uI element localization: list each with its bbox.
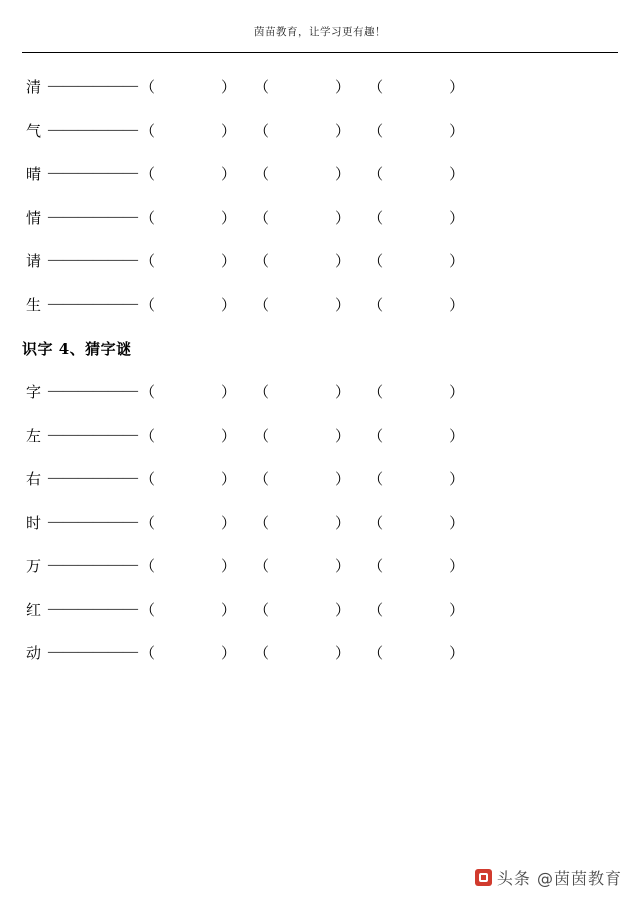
paren-close: ）	[221, 426, 237, 445]
paren-close: ）	[221, 557, 237, 576]
answer-line: ——————	[48, 557, 138, 574]
paren-open: （	[254, 252, 270, 271]
paren-close: ）	[335, 252, 351, 271]
section-heading: 识字 4、猜字谜	[22, 339, 132, 358]
paren-open: （	[254, 600, 270, 619]
prompt-character: 右	[26, 470, 42, 489]
answer-brackets[interactable]	[140, 250, 464, 271]
paren-open: （	[140, 121, 156, 140]
exercise-row[interactable]	[22, 457, 618, 501]
paren-close: ）	[335, 121, 351, 140]
answer-line: ——————	[48, 78, 138, 95]
answer-brackets[interactable]	[140, 468, 464, 489]
paren-open: （	[254, 513, 270, 532]
paren-open: （	[254, 295, 270, 314]
answer-line: ——————	[48, 165, 138, 182]
paren-open: （	[140, 470, 156, 489]
paren-close: ）	[335, 208, 351, 227]
paren-open: （	[368, 252, 384, 271]
paren-close: ）	[335, 644, 351, 663]
paren-close: ）	[449, 78, 465, 97]
paren-close: ）	[449, 121, 465, 140]
answer-brackets[interactable]	[140, 555, 464, 576]
exercise-row[interactable]	[22, 544, 618, 588]
paren-close: ）	[449, 383, 465, 402]
paren-close: ）	[449, 295, 465, 314]
paren-close: ）	[335, 470, 351, 489]
paren-open: （	[368, 383, 384, 402]
prompt-character: 左	[26, 426, 42, 445]
prompt-character: 情	[26, 208, 42, 227]
paren-open: （	[368, 557, 384, 576]
paren-close: ）	[449, 600, 465, 619]
paren-close: ）	[449, 165, 465, 184]
paren-open: （	[368, 78, 384, 97]
paren-open: （	[140, 644, 156, 663]
watermark-label: 头条 @茵茵教育	[496, 869, 622, 888]
paren-close: ）	[221, 208, 237, 227]
paren-close: ）	[335, 600, 351, 619]
paren-open: （	[254, 426, 270, 445]
paren-open: （	[368, 121, 384, 140]
paren-open: （	[368, 600, 384, 619]
prompt-character: 请	[26, 252, 42, 271]
paren-close: ）	[221, 644, 237, 663]
answer-brackets[interactable]	[140, 381, 464, 402]
answer-brackets[interactable]	[140, 425, 464, 446]
exercise-row[interactable]	[22, 283, 618, 327]
watermark	[475, 866, 622, 889]
paren-open: （	[140, 165, 156, 184]
prompt-character: 气	[26, 121, 42, 140]
paren-open: （	[140, 426, 156, 445]
answer-line: ——————	[48, 121, 138, 138]
paren-open: （	[368, 644, 384, 663]
paren-open: （	[254, 165, 270, 184]
paren-open: （	[140, 600, 156, 619]
exercise-group-1	[22, 65, 618, 326]
paren-open: （	[368, 470, 384, 489]
exercise-row[interactable]	[22, 196, 618, 240]
paren-close: ）	[335, 383, 351, 402]
answer-brackets[interactable]	[140, 207, 464, 228]
paren-close: ）	[335, 165, 351, 184]
paren-close: ）	[221, 383, 237, 402]
paren-open: （	[368, 426, 384, 445]
paren-open: （	[368, 513, 384, 532]
paren-open: （	[254, 644, 270, 663]
prompt-character: 动	[26, 644, 42, 663]
paren-close: ）	[221, 470, 237, 489]
worksheet-content	[22, 52, 618, 675]
answer-brackets[interactable]	[140, 76, 464, 97]
answer-line: ——————	[48, 383, 138, 400]
paren-open: （	[140, 208, 156, 227]
exercise-row[interactable]	[22, 631, 618, 675]
paren-close: ）	[221, 78, 237, 97]
exercise-row[interactable]	[22, 65, 618, 109]
paren-open: （	[140, 383, 156, 402]
prompt-character: 生	[26, 295, 42, 314]
paren-close: ）	[335, 557, 351, 576]
paren-open: （	[254, 470, 270, 489]
paren-open: （	[368, 208, 384, 227]
exercise-row[interactable]	[22, 501, 618, 545]
paren-open: （	[254, 208, 270, 227]
paren-close: ）	[221, 295, 237, 314]
paren-close: ）	[221, 165, 237, 184]
paren-open: （	[140, 295, 156, 314]
answer-line: ——————	[48, 470, 138, 487]
paren-close: ）	[335, 78, 351, 97]
paren-close: ）	[221, 600, 237, 619]
paren-close: ）	[335, 426, 351, 445]
paren-open: （	[140, 78, 156, 97]
exercise-row[interactable]	[22, 588, 618, 632]
exercise-group-2	[22, 370, 618, 675]
paren-open: （	[254, 121, 270, 140]
paren-close: ）	[449, 252, 465, 271]
exercise-row[interactable]	[22, 239, 618, 283]
paren-close: ）	[449, 426, 465, 445]
paren-open: （	[254, 383, 270, 402]
prompt-character: 晴	[26, 165, 42, 184]
answer-line: ——————	[48, 600, 138, 617]
prompt-character: 时	[26, 513, 42, 532]
paren-open: （	[254, 557, 270, 576]
exercise-row[interactable]	[22, 109, 618, 153]
page-header-note: 茵苗教育，让学习更有趣！	[254, 26, 386, 38]
answer-line: ——————	[48, 644, 138, 661]
paren-close: ）	[449, 208, 465, 227]
answer-brackets[interactable]	[140, 512, 464, 533]
paren-close: ）	[449, 470, 465, 489]
paren-close: ）	[335, 295, 351, 314]
paren-open: （	[368, 165, 384, 184]
paren-close: ）	[449, 557, 465, 576]
answer-line: ——————	[48, 208, 138, 225]
prompt-character: 万	[26, 557, 42, 576]
answer-line: ——————	[48, 295, 138, 312]
paren-close: ）	[221, 121, 237, 140]
paren-close: ）	[335, 513, 351, 532]
paren-open: （	[254, 78, 270, 97]
prompt-character: 字	[26, 383, 42, 402]
paren-open: （	[368, 295, 384, 314]
paren-open: （	[140, 513, 156, 532]
paren-open: （	[140, 252, 156, 271]
exercise-row[interactable]	[22, 370, 618, 414]
paren-close: ）	[449, 513, 465, 532]
answer-line: ——————	[48, 513, 138, 530]
paren-open: （	[140, 557, 156, 576]
prompt-character: 红	[26, 600, 42, 619]
prompt-character: 清	[26, 78, 42, 97]
answer-brackets[interactable]	[140, 599, 464, 620]
exercise-row[interactable]	[22, 152, 618, 196]
answer-brackets[interactable]	[140, 120, 464, 141]
toutiao-logo-icon	[475, 869, 492, 886]
answer-line: ——————	[48, 252, 138, 269]
answer-line: ——————	[48, 426, 138, 443]
exercise-row[interactable]	[22, 414, 618, 458]
paren-close: ）	[449, 644, 465, 663]
paren-close: ）	[221, 252, 237, 271]
answer-brackets[interactable]	[140, 294, 464, 315]
answer-brackets[interactable]	[140, 163, 464, 184]
answer-brackets[interactable]	[140, 642, 464, 663]
top-divider	[22, 52, 618, 53]
paren-close: ）	[221, 513, 237, 532]
